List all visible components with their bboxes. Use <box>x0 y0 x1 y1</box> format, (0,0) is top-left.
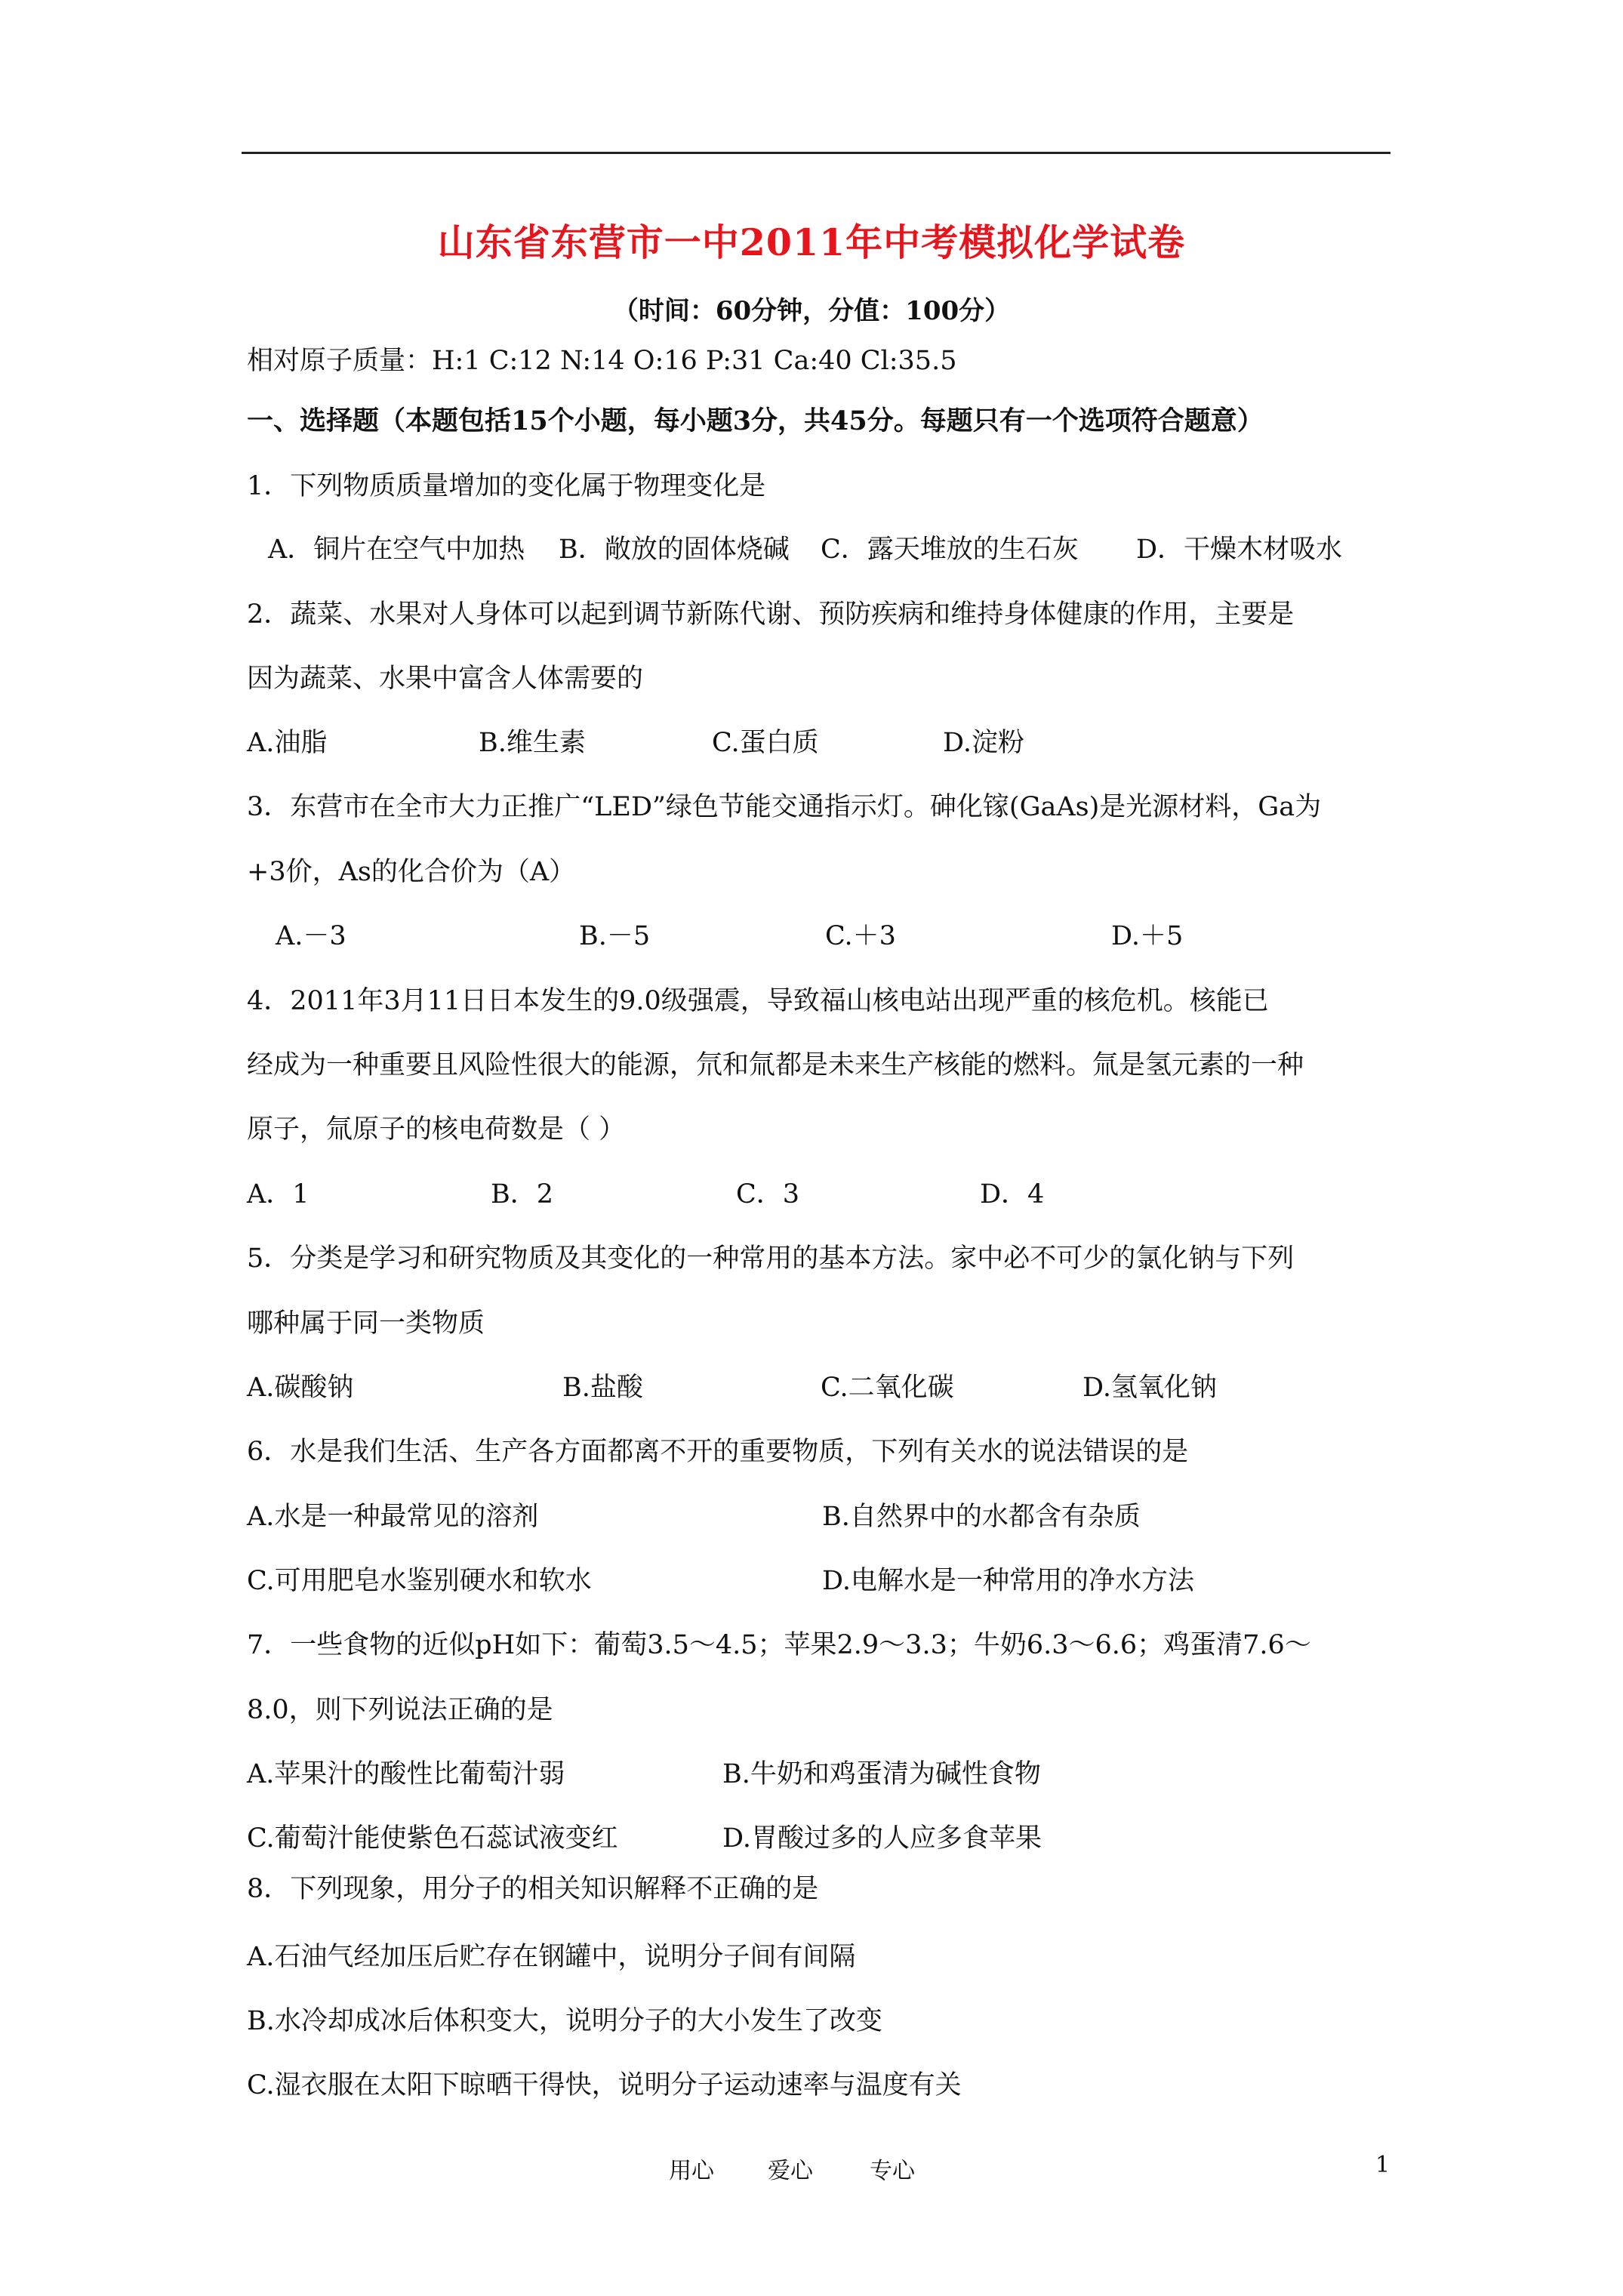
option-b: B.盐酸 <box>562 1373 643 1403</box>
footer-middle: 爱心 <box>768 2158 813 2184</box>
atomic-masses: 相对原子质量：H:1 C:12 N:14 O:16 P:31 Ca:40 Cl:35.5 <box>247 346 957 376</box>
option-d: D.电解水是一种常用的净水方法 <box>822 1566 1194 1596</box>
option-a: A．铜片在空气中加热 <box>268 535 525 565</box>
question-3-stem: 3．东营市在全市大力正推广“LED”绿色节能交通指示灯。砷化镓(GaAs)是光源材料，Ga为 <box>247 792 1322 822</box>
option-a: A.水是一种最常见的溶剂 <box>247 1502 539 1532</box>
option-a: A.石油气经加压后贮存在钢罐中，说明分子间有间隔 <box>247 1942 856 1972</box>
option-b: B.水冷却成冰后体积变大，说明分子的大小发生了改变 <box>247 2006 882 2036</box>
option-d: D.淀粉 <box>943 728 1024 758</box>
option-c: C.＋3 <box>825 921 896 951</box>
option-b: B.牛奶和鸡蛋清为碱性食物 <box>722 1759 1041 1789</box>
header-rule <box>242 152 1390 154</box>
question-4-stem: 原子，氚原子的核电荷数是（ ） <box>247 1114 626 1145</box>
option-b: B.－5 <box>579 921 651 951</box>
option-d: D．干燥木材吸水 <box>1136 535 1343 565</box>
option-a: A.油脂 <box>247 728 328 758</box>
option-a: A.碳酸钠 <box>247 1373 354 1403</box>
option-b: B.维生素 <box>479 728 586 758</box>
question-8-stem: 8．下列现象，用分子的相关知识解释不正确的是 <box>247 1874 819 1904</box>
option-c: C．3 <box>736 1179 800 1210</box>
section-heading: 一、选择题（本题包括15个小题，每小题3分，共45分。每题只有一个选项符合题意） <box>247 405 1264 436</box>
page-number: 1 <box>1375 2152 1390 2178</box>
question-4-stem: 经成为一种重要且风险性很大的能源，氘和氚都是未来生产核能的燃料。氚是氢元素的一种 <box>247 1050 1304 1080</box>
option-b: B．敞放的固体烧碱 <box>559 535 790 565</box>
option-a: A.苹果汁的酸性比葡萄汁弱 <box>247 1759 565 1789</box>
option-a: A.－3 <box>276 921 346 951</box>
option-a: A．1 <box>247 1179 310 1210</box>
option-c: C.葡萄汁能使紫色石蕊试液变红 <box>247 1823 618 1854</box>
question-5-stem: 5．分类是学习和研究物质及其变化的一种常用的基本方法。家中必不可少的氯化钠与下列 <box>247 1244 1295 1274</box>
question-7-stem: 7．一些食物的近似pH如下：葡萄3.5～4.5；苹果2.9～3.3；牛奶6.3～6.6；鸡蛋清7.6～ <box>247 1630 1311 1660</box>
option-d: D.氢氧化钠 <box>1083 1373 1217 1403</box>
option-d: D.胃酸过多的人应多食苹果 <box>722 1823 1042 1854</box>
option-c: C．露天堆放的生石灰 <box>821 535 1079 565</box>
question-2-stem: 2．蔬菜、水果对人身体可以起到调节新陈代谢、预防疾病和维持身体健康的作用，主要是 <box>247 599 1295 630</box>
question-3-stem: +3价，As的化合价为（A） <box>247 857 576 887</box>
option-c: C.二氧化碳 <box>821 1373 954 1403</box>
option-c: C.湿衣服在太阳下晾晒干得快，说明分子运动速率与温度有关 <box>247 2070 962 2100</box>
question-7-stem: 8.0，则下列说法正确的是 <box>247 1695 553 1725</box>
question-4-stem: 4．2011年3月11日日本发生的9.0级强震，导致福山核电站出现严重的核危机。核能已 <box>247 986 1269 1016</box>
footer-right: 专心 <box>870 2158 915 2184</box>
footer-left: 用心 <box>669 2158 714 2184</box>
question-2-stem: 因为蔬菜、水果中富含人体需要的 <box>247 664 644 694</box>
option-c: C.蛋白质 <box>712 728 819 758</box>
question-5-stem: 哪种属于同一类物质 <box>247 1308 485 1339</box>
option-d: D．4 <box>980 1179 1045 1210</box>
exam-title: 山东省东营市一中2011年中考模拟化学试卷 <box>437 220 1186 264</box>
question-1-stem: 1．下列物质质量增加的变化属于物理变化是 <box>247 471 766 501</box>
exam-subtitle: （时间：60分钟，分值：100分） <box>612 296 1011 326</box>
option-b: B.自然界中的水都含有杂质 <box>822 1502 1141 1532</box>
question-6-stem: 6．水是我们生活、生产各方面都离不开的重要物质，下列有关水的说法错误的是 <box>247 1437 1189 1467</box>
option-d: D.＋5 <box>1111 921 1184 951</box>
option-c: C.可用肥皂水鉴别硬水和软水 <box>247 1566 592 1596</box>
option-b: B．2 <box>491 1179 553 1210</box>
